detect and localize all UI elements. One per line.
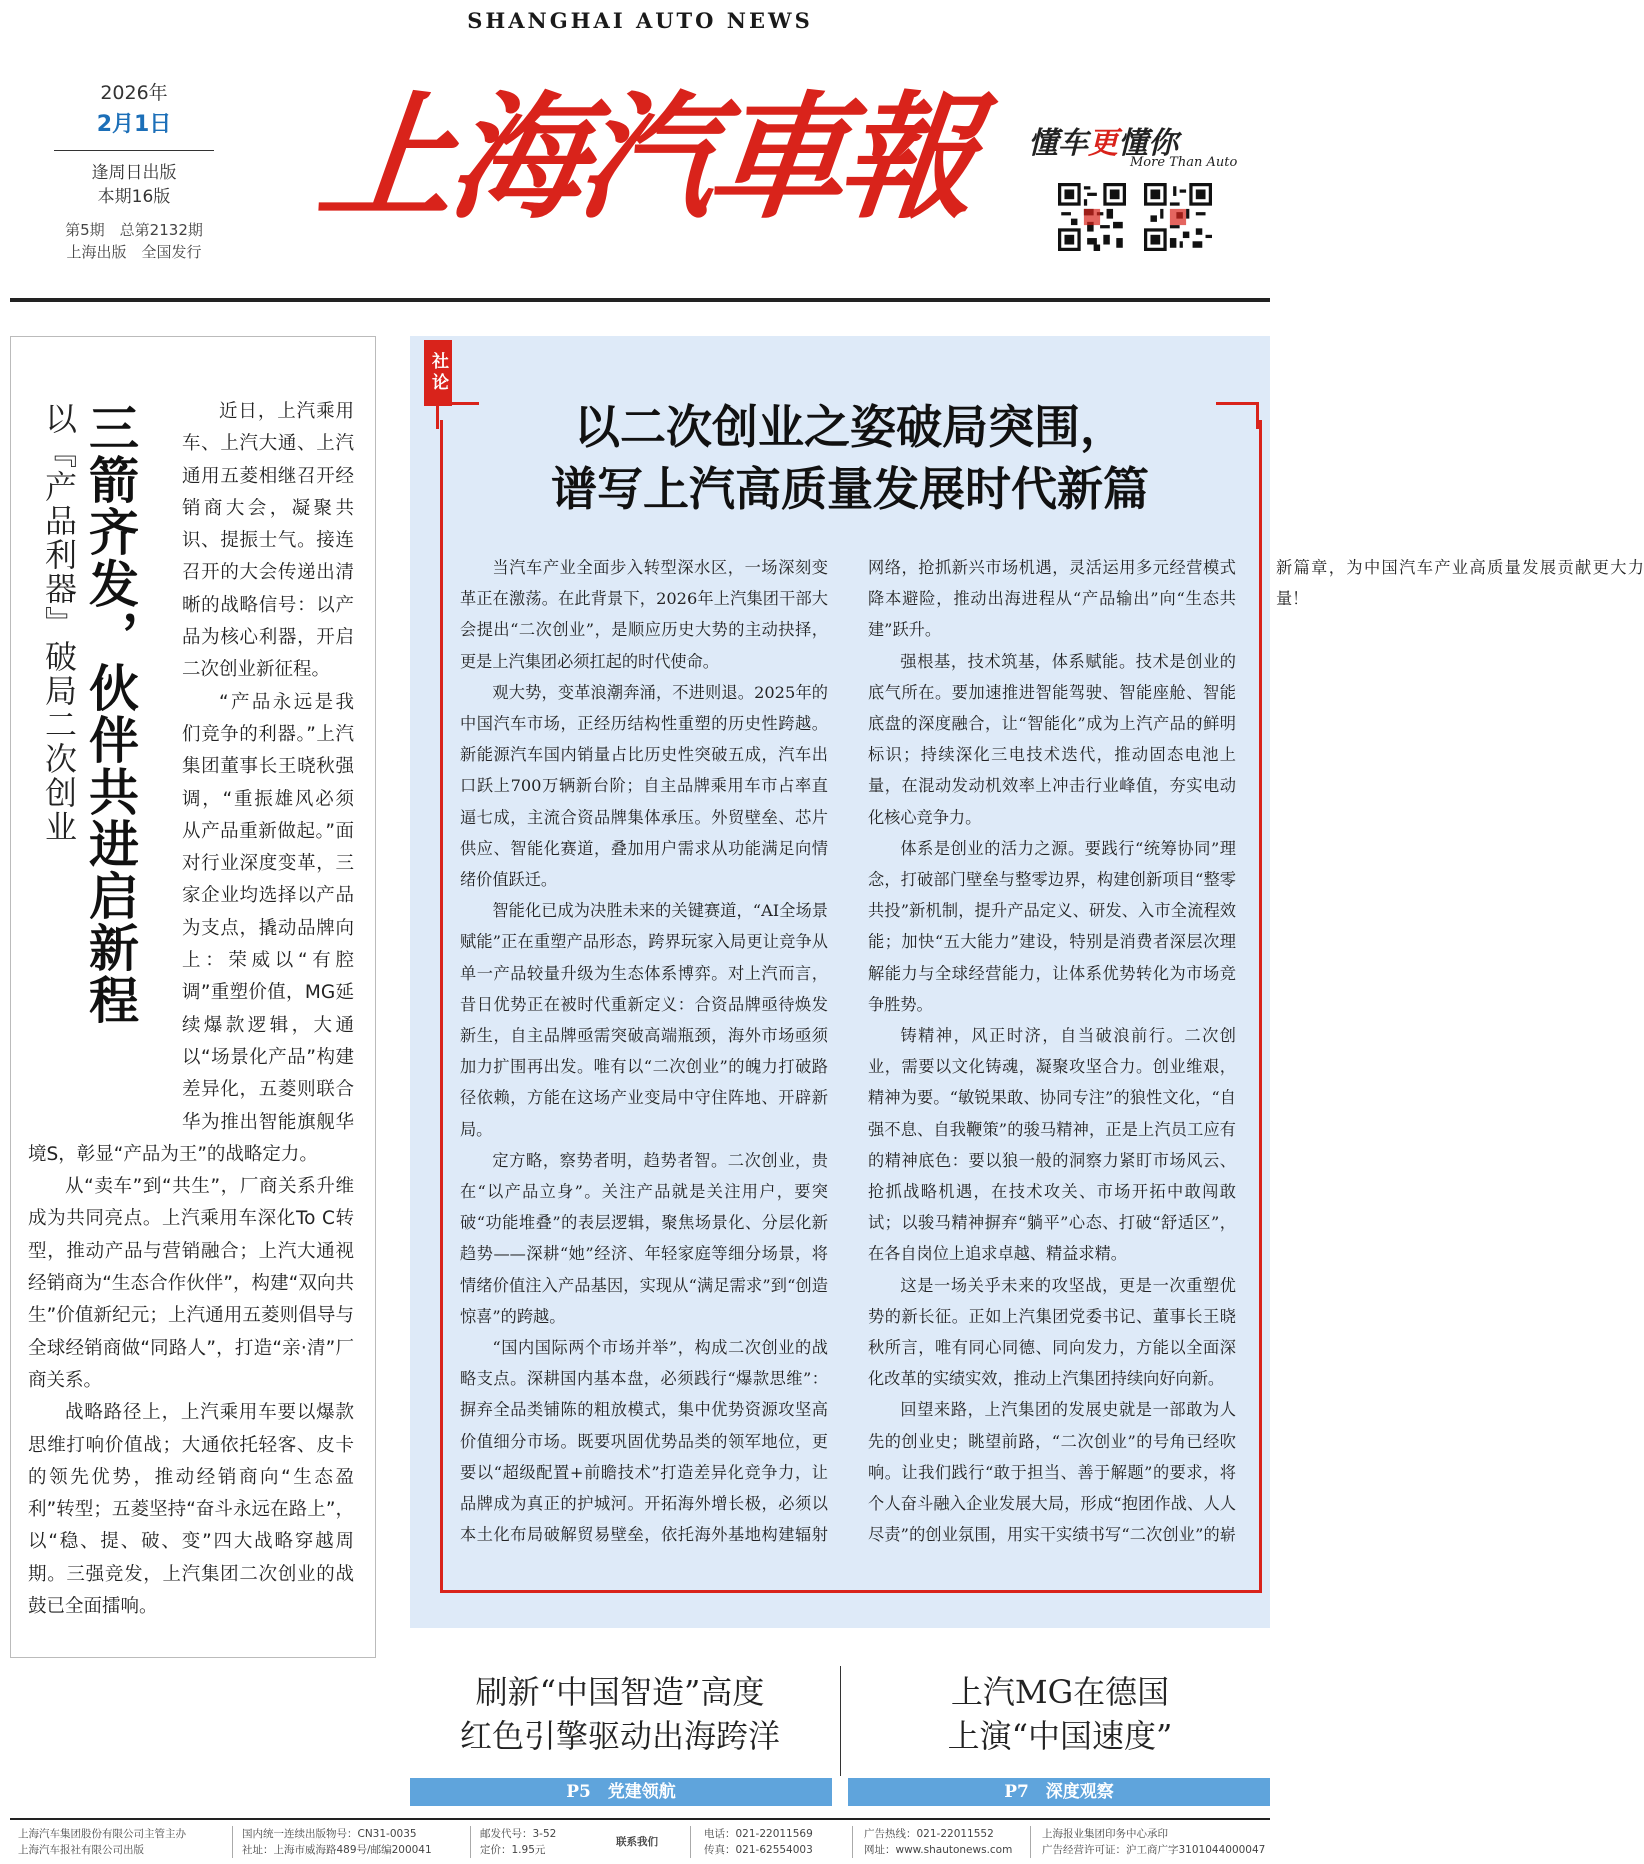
editorial-body: [460, 552, 1644, 1572]
footer-publisher: [18, 1826, 186, 1858]
qr-code-icon[interactable]: [1144, 183, 1212, 251]
teaser-divider: [840, 1666, 841, 1776]
footer-separator: [1030, 1826, 1031, 1858]
slogan-highlight: 更: [1088, 126, 1118, 161]
lead-subhead: 以『产品利器』破局二次创业: [40, 402, 78, 844]
footer-text[interactable]: 网址：www.shautonews.com: [864, 1844, 1013, 1856]
editorial-paragraph: 回望来路，上汽集团的发展史就是一部敢为人先的创业史；眺望前路，“二次创业”的号角已经吹响。让我们践行“敢于担当、善于解题”的要求，将个人奋斗融入企业发展大局，形成“抱团作战、人人尽责”的创业氛围，用实干实绩书写“二次创业”的崭新篇章，为中国汽车产业高质量发展贡献更大力量！: [868, 558, 1644, 1545]
editorial-paragraph: 智能化已成为决胜未来的关键赛道，“AI全场景赋能”正在重塑产品形态，跨界玩家入局更让竞争从单一产品较量升级为生态体系博弈。对上汽而言，昔日优势正在被时代重新定义：合资品牌亟待焕发新生，自主品牌亟需突破高端瓶颈，海外市场亟须加力扩围再出发。唯有以“二次创业”的魄力打破路径依赖，方能在这场产业变局中守住阵地、开辟新局。: [460, 901, 828, 1139]
footer-text: 定价：1.95元: [480, 1844, 546, 1856]
lead-paragraph: 从“卖车”到“共生”，厂商关系升维成为共同亮点。上汽乘用车深化To C转型，推动产品与营销融合；上汽大通视经销商为“生态合作伙伴”，构建“双向共生”价值新纪元；上汽通用五菱则倡导与全球经销商做“同路人”，打造“亲·清”厂商关系。: [28, 1176, 354, 1391]
footer-registration: [242, 1826, 432, 1858]
lead-paragraph: 战略路径上，上汽乘用车要以爆款思维打响价值战；大通依托轻客、皮卡的领先优势，推动经销商向“生态盈利”转型；五菱坚持“奋斗永远在路上”，以“稳、提、破、变”四大战略穿越周期。三强竞发，上汽集团二次创业的战鼓已全面擂响。: [28, 1402, 354, 1617]
footer-printer: [1042, 1826, 1265, 1858]
masthead-divider: [10, 298, 1270, 302]
lead-paragraph: 近日，上汽乘用车、上汽大通、上汽通用五菱相继召开经销商大会，凝聚共识、提振士气。接连召开的大会传递出清晰的战略信号：以产品为核心利器，开启二次创业新征程。: [182, 401, 354, 681]
footer-separator: [690, 1826, 691, 1858]
editorial-title: [440, 396, 1260, 520]
page-count: 本期16版: [97, 187, 171, 207]
publish-schedule: 逢周日出版: [91, 163, 177, 183]
teaser-right[interactable]: [850, 1670, 1270, 1758]
footer-text: 上海汽车报社有限公司出版: [18, 1844, 144, 1856]
issue-info: [54, 78, 214, 263]
footer-phone: [704, 1826, 813, 1858]
footer-separator: [470, 1826, 471, 1858]
lead-paragraph: “产品永远是我们竞争的利器。”上汽集团董事长王晓秋强调，“重振雄风必须从产品重新做起。”面对行业深度变革，三家企业均选择以产品为支点，撬动品牌向上：荣威以“有腔调”重塑价值，MG延续爆款逻辑，大通以“场景化产品”构建差异化，五菱则联合华为推出智能旗舰华境S，彰显“产品为王”的战略定力。: [28, 691, 354, 1165]
issue-date: 2月1日: [96, 112, 172, 137]
issue-number: 第5期 总第2132期: [65, 221, 203, 239]
editorial-title-line: 谱写上汽高质量发展时代新篇: [551, 462, 1149, 516]
footer-text: 传真：021-62554003: [704, 1844, 813, 1856]
footer-text: 上海报业集团印务中心承印: [1042, 1828, 1168, 1840]
editorial-paragraph: 当汽车产业全面步入转型深水区，一场深刻变革正在激荡。在此背景下，2026年上汽集团干部大会提出“二次创业”，是顺应历史大势的主动抉择，更是上汽集团必须扛起的时代使命。: [460, 558, 828, 671]
footer-text: 广告热线：021-22011552: [864, 1828, 994, 1840]
headline-spacer: [28, 396, 182, 1138]
lead-headline: 三箭齐发，伙伴共进启新程: [81, 402, 139, 1026]
teaser-line: 红色引擎驱动出海跨洋: [459, 1717, 780, 1755]
footer-postal: [480, 1826, 556, 1858]
teaser-page-link[interactable]: P7 深度观察: [848, 1778, 1270, 1806]
qr-code-icon[interactable]: [1058, 183, 1126, 251]
footer-text: 国内统一连续出版物号：CN31-0035: [242, 1828, 417, 1840]
english-title: SHANGHAI AUTO NEWS: [467, 8, 813, 33]
editorial-paragraph: “国内国际两个市场并举”，构成二次创业的战略支点。深耕国内基本盘，必须践行“爆款思维”：摒弃全品类铺陈的粗放模式，集中优势资源攻坚高价值细分市场。既要巩固优势品类的领军地位，更要以“超级配置+前瞻技术”打造差异化竞争力，让品牌成为真正的护城河。开拓海外增长极，必须以本土化布局破解贸易壁垒，依托海外基地构建辐射网络，抢抓新兴市场机遇，灵活运用多元经营模式降本避险，推动出海进程从“产品输出”向“生态共建”跃升。: [460, 558, 1236, 1545]
publish-region: 上海出版 全国发行: [66, 243, 202, 261]
date-divider: [54, 150, 214, 151]
issue-year: 2026年: [100, 82, 168, 104]
slogan-part2: 懂你: [1118, 126, 1178, 161]
slogan-part1: 懂车: [1028, 126, 1088, 161]
teaser-line: 刷新“中国智造”高度: [475, 1673, 765, 1711]
footer-text: 电话：021-22011569: [704, 1828, 813, 1840]
editorial-title-line: 以二次创业之姿破局突围，: [574, 400, 1126, 454]
footer-divider: [10, 1818, 1270, 1820]
teaser-page-link[interactable]: P5 党建领航: [410, 1778, 832, 1806]
teaser-line: 上演“中国速度”: [947, 1717, 1173, 1755]
footer-separator: [232, 1826, 233, 1858]
footer-ads: [864, 1826, 1012, 1858]
editorial-paragraph: 定方略，察势者明，趋势者智。二次创业，贵在“以产品立身”。关注产品就是关注用户，要突破“功能堆叠”的表层逻辑，聚焦场景化、分层化新趋势——深耕“她”经济、年轻家庭等细分场景，将情绪价值注入产品基因，实现从“满足需求”到“创造惊喜”的跨越。: [460, 1150, 828, 1326]
footer-text: 广告经营许可证：沪工商广字3101044000047: [1042, 1844, 1266, 1856]
teaser-line: 上汽MG在德国: [950, 1673, 1170, 1711]
editorial-paragraph: 观大势，变革浪潮奔涌，不进则退。2025年的中国汽车市场，正经历结构性重塑的历史性跨越。新能源汽车国内销量占比历史性突破五成，汽车出口跃上700万辆新台阶；自主品牌乘用车市占率直逼七成，主流合资品牌集体承压。外贸壁垒、芯片供应、智能化赛道，叠加用户需求从功能满足向情绪价值跃迁。: [460, 682, 828, 890]
footer-contact-label: 联系我们: [616, 1836, 658, 1848]
lead-story-body: [28, 396, 354, 1623]
teaser-left[interactable]: [410, 1670, 830, 1758]
footer-separator: [852, 1826, 853, 1858]
newspaper-title: 上海汽車報: [311, 78, 979, 238]
footer-text: 邮发代号：3-52: [480, 1828, 557, 1840]
editorial-paragraph: 铸精神，风正时济，自当破浪前行。二次创业，需要以文化铸魂，凝聚攻坚合力。创业维艰，精神为要。“敏锐果敢、协同专注”的狼性文化，“自强不息、自我鞭策”的骏马精神，正是上汽员工应有的精神底色：要以狼一般的洞察力紧盯市场风云、抢抓战略机遇，在技术攻关、市场开拓中敢闯敢试；以骏马精神摒弃“躺平”心态、打破“舒适区”，在各自岗位上追求卓越、精益求精。: [868, 1026, 1236, 1264]
slogan-english: More Than Auto: [1130, 155, 1238, 170]
editorial-tag: 社论: [424, 340, 452, 406]
editorial-paragraph: 这是一场关乎未来的攻坚战，更是一次重塑优势的新长征。正如上汽集团党委书记、董事长王晓秋所言，唯有同心同德、同向发力，方能以全面深化改革的实绩实效，推动上汽集团持续向好向新。: [868, 1275, 1236, 1389]
footer-text: 上海汽车集团股份有限公司主管主办: [18, 1828, 186, 1840]
footer-text: 社址：上海市威海路489号/邮编200041: [242, 1844, 432, 1856]
editorial-paragraph: 强根基，技术筑基，体系赋能。技术是创业的底气所在。要加速推进智能驾驶、智能座舱、智能底盘的深度融合，让“智能化”成为上汽产品的鲜明标识；持续深化三电技术迭代，推动固态电池上量，在混动发动机效率上冲击行业峰值，夯实电动化核心竞争力。: [868, 651, 1236, 827]
editorial-paragraph: 体系是创业的活力之源。要践行“统筹协同”理念，打破部门壁垒与整零边界，构建创新项目“整零共投”新机制，提升产品定义、研发、入市全流程效能；加快“五大能力”建设，特别是消费者深层次理解能力与全球经营能力，让体系优势转化为市场竞争胜势。: [868, 838, 1236, 1014]
